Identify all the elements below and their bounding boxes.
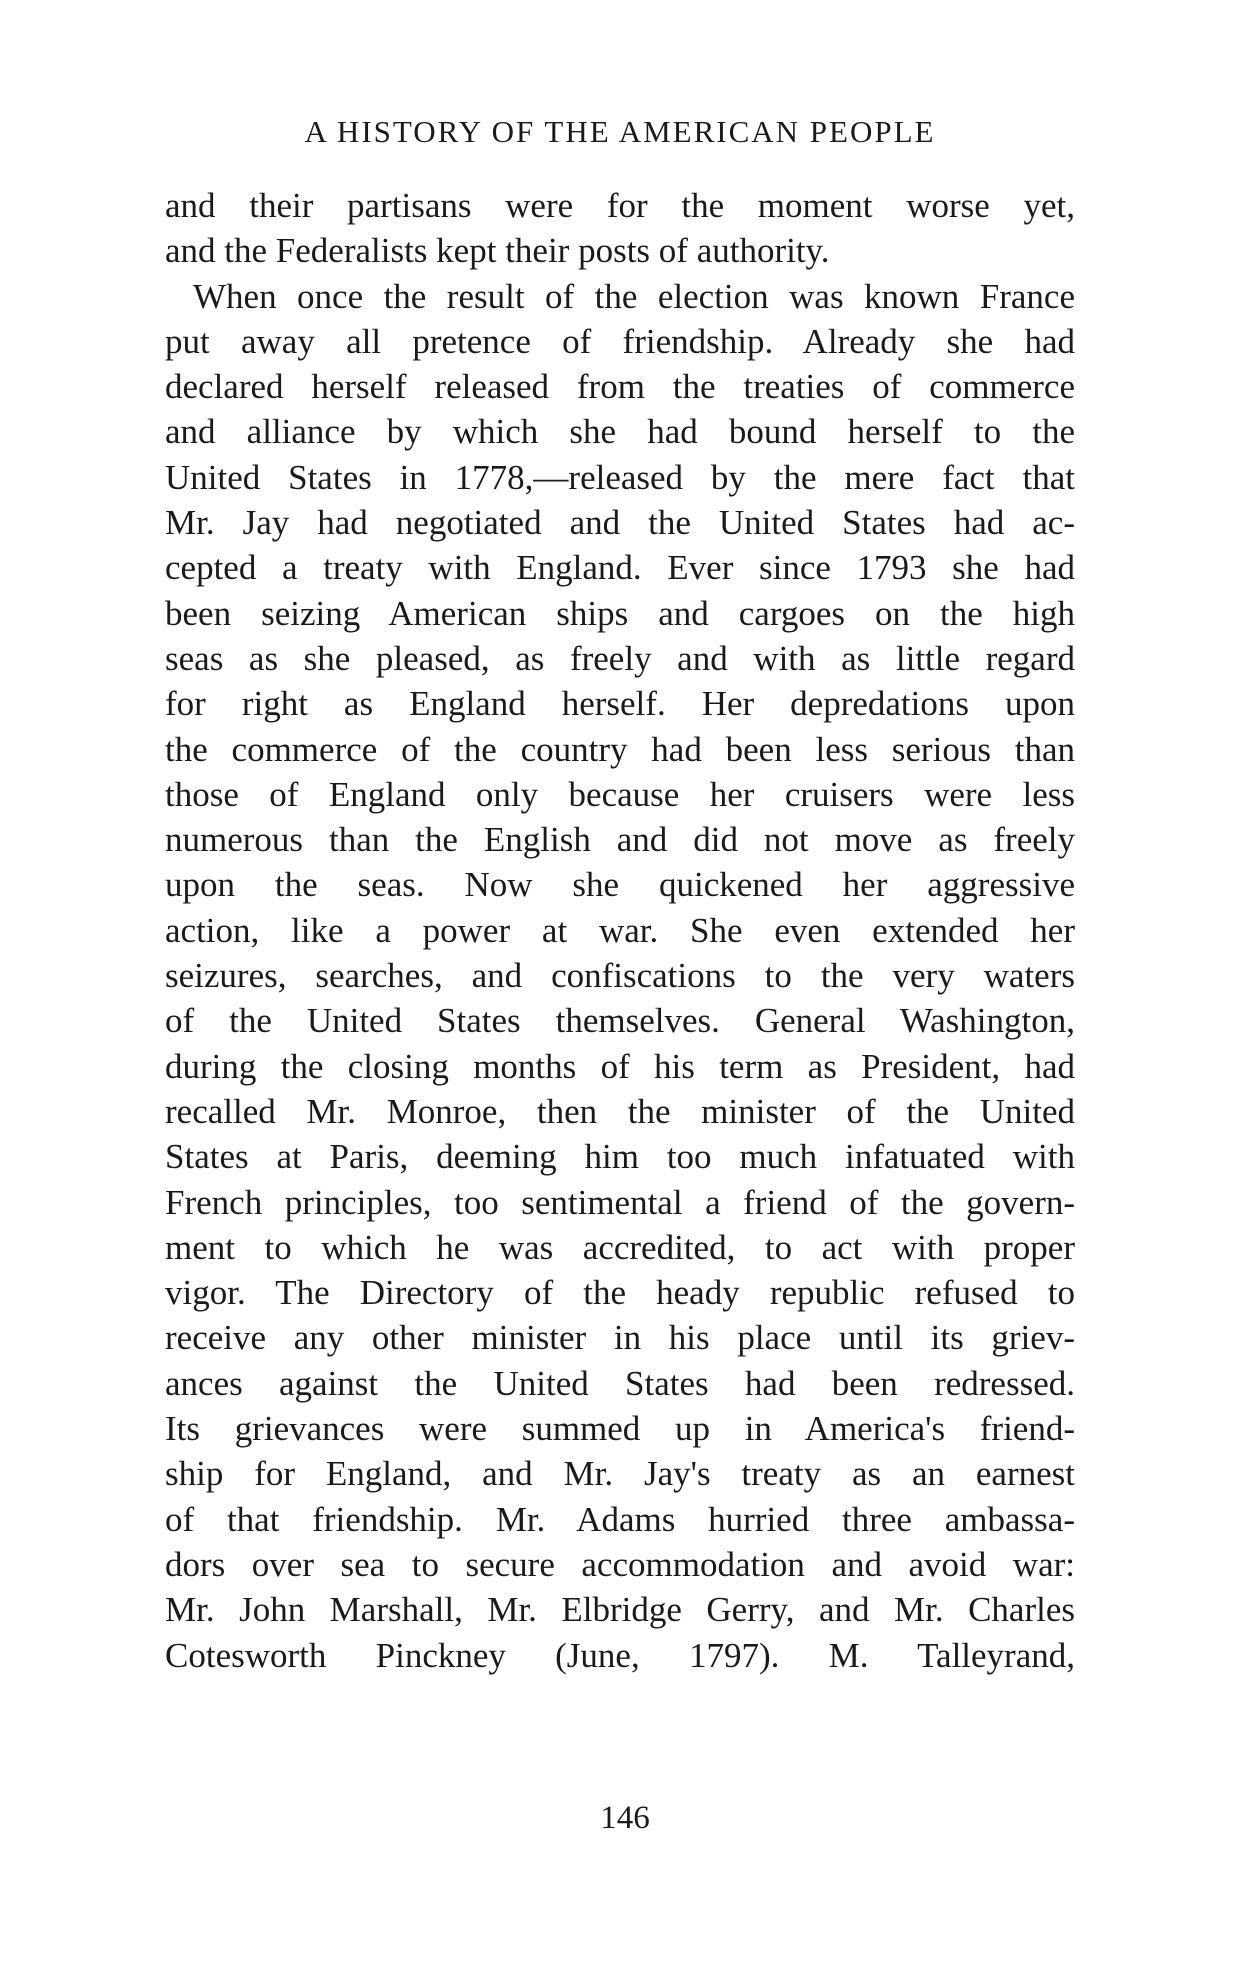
body-text — [165, 183, 1075, 1678]
text-line: during the closing months of his term as President, had — [165, 1046, 1075, 1086]
text-line: put away all pretence of friendship. Already she had — [165, 321, 1075, 361]
text-line: the commerce of the country had been less serious than — [165, 729, 1075, 769]
text-line: United States in 1778,—released by the mere fact that — [165, 457, 1075, 497]
text-line: of that friendship. Mr. Adams hurried three ambassa- — [165, 1499, 1075, 1539]
text-line: cepted a treaty with England. Ever since 1793 she had — [165, 548, 1075, 588]
text-line: receive any other minister in his place until its griev- — [165, 1318, 1075, 1358]
text-line: action, like a power at war. She even extended her — [165, 910, 1075, 950]
text-line: When once the result of the election was known France — [193, 276, 1075, 316]
text-line: and alliance by which she had bound herself to the — [165, 412, 1075, 452]
text-line: ances against the United States had been redressed. — [165, 1363, 1075, 1403]
text-line: seas as she pleased, as freely and with as little regard — [165, 638, 1075, 678]
text-line: those of England only because her cruisers were less — [165, 774, 1075, 814]
text-line: upon the seas. Now she quickened her aggressive — [165, 865, 1075, 905]
text-line: Its grievances were summed up in America's friend- — [165, 1409, 1075, 1449]
text-line: ship for England, and Mr. Jay's treaty as an earnest — [165, 1454, 1075, 1494]
text-line: vigor. The Directory of the heady republic refused to — [165, 1273, 1075, 1313]
text-line: and the Federalists kept their posts of authority. — [165, 231, 830, 271]
text-line: been seizing American ships and cargoes on the high — [165, 593, 1075, 633]
running-head: A HISTORY OF THE AMERICAN PEOPLE — [304, 114, 936, 149]
text-line: and their partisans were for the moment worse yet, — [165, 186, 1075, 225]
text-line: seizures, searches, and confiscations to the very waters — [165, 956, 1075, 996]
text-line: States at Paris, deeming him too much infatuated with — [165, 1137, 1075, 1177]
text-line: French principles, too sentimental a friend of the govern- — [165, 1182, 1075, 1222]
text-line: Cotesworth Pinckney (June, 1797). M. Talleyrand, — [165, 1635, 1075, 1675]
text-line: Mr. John Marshall, Mr. Elbridge Gerry, and Mr. Charles — [165, 1590, 1075, 1630]
page-number: 146 — [600, 1800, 650, 1836]
text-line: Mr. Jay had negotiated and the United States had ac- — [165, 503, 1075, 543]
text-line: of the United States themselves. General Washington, — [165, 1001, 1075, 1041]
text-line: dors over sea to secure accommodation and avoid war: — [165, 1544, 1075, 1584]
text-line: declared herself released from the treaties of commerce — [165, 367, 1075, 407]
text-line: numerous than the English and did not move as freely — [165, 820, 1075, 860]
text-line: for right as England herself. Her depredations upon — [165, 684, 1075, 724]
text-line: ment to which he was accredited, to act with proper — [165, 1227, 1075, 1267]
text-line: recalled Mr. Monroe, then the minister of the United — [165, 1091, 1075, 1131]
